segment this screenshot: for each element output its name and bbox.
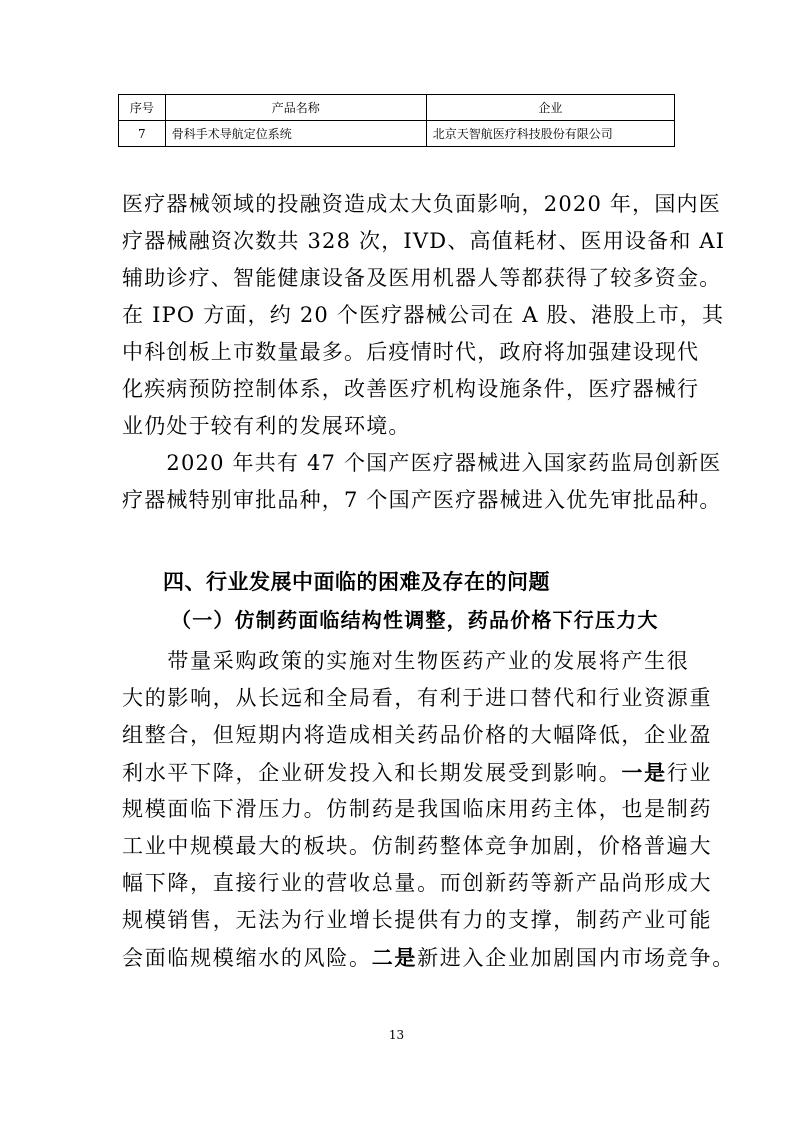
- text-line: 组整合，但短期内将造成相关药品价格的大幅降低，企业盈: [122, 723, 713, 747]
- header-product-name: 产品名称: [165, 95, 426, 121]
- text-line: [122, 939, 735, 976]
- text-line: 幅下降，直接行业的营收总量。而创新药等新产品尚形成大: [122, 871, 713, 895]
- table-row: [119, 121, 675, 147]
- cell-company: 北京天智航医疗科技股份有限公司: [426, 121, 674, 147]
- text-line: 中科创板上市数量最多。后疫情时代，政府将加强建设现代: [122, 340, 700, 364]
- emphasis-second: 二是: [371, 945, 418, 970]
- text-line: 辅助诊疗、智能健康设备及医用机器人等都获得了较多资金。: [122, 266, 722, 290]
- text-line: 业仍处于较有利的发展环境。: [122, 414, 411, 438]
- text-line: [122, 754, 713, 791]
- section-heading: 四、行业发展中面临的困难及存在的问题: [163, 570, 550, 594]
- text-line: 大的影响，从长远和全局看，有利于进口替代和行业资源重: [122, 686, 713, 710]
- page-number: 13: [388, 1028, 405, 1042]
- cell-index: 7: [119, 121, 166, 147]
- text-line: 2020 年共有 47 个国产医疗器械进入国家药监局创新医: [122, 451, 722, 475]
- text-segment: 行业: [666, 761, 713, 785]
- text-line: 工业中规模最大的板块。仿制药整体竞争加剧，价格普遍大: [122, 834, 713, 858]
- text-line: 规模面临下滑压力。仿制药是我国临床用药主体，也是制药: [122, 797, 713, 821]
- header-index: 序号: [119, 95, 166, 121]
- text-segment: 利水平下降，企业研发投入和长期发展受到影响。: [122, 761, 622, 785]
- paragraph-generic-drugs: [122, 643, 735, 976]
- text-line: 疗器械特别审批品种，7 个国产医疗器械进入优先审批品种。: [122, 488, 722, 512]
- paragraph-financing: [122, 186, 726, 519]
- text-line: 带量采购政策的实施对生物医药产业的发展将产生很: [122, 649, 690, 673]
- text-line: 在 IPO 方面，约 20 个医疗器械公司在 A 股、港股上市，其: [122, 303, 725, 327]
- text-line: 疗器械融资次数共 328 次，IVD、高值耗材、医用设备和 AI: [122, 229, 726, 253]
- header-company: 企业: [426, 95, 674, 121]
- product-table: [118, 94, 675, 147]
- text-segment: 会面临规模缩水的风险。: [122, 946, 372, 970]
- subsection-heading: （一）仿制药面临结构性调整，药品价格下行压力大: [171, 608, 659, 632]
- text-line: 化疾病预防控制体系，改善医疗机构设施条件，医疗器械行: [122, 377, 700, 401]
- emphasis-first: 一是: [621, 760, 667, 785]
- table-header-row: [119, 95, 675, 121]
- text-segment: 新进入企业加剧国内市场竞争。: [417, 946, 735, 970]
- cell-product-name: 骨科手术导航定位系统: [165, 121, 426, 147]
- text-line: 规模销售，无法为行业增长提供有力的支撑，制药产业可能: [122, 908, 713, 932]
- text-line: 医疗器械领域的投融资造成太大负面影响，2020 年，国内医: [122, 192, 721, 216]
